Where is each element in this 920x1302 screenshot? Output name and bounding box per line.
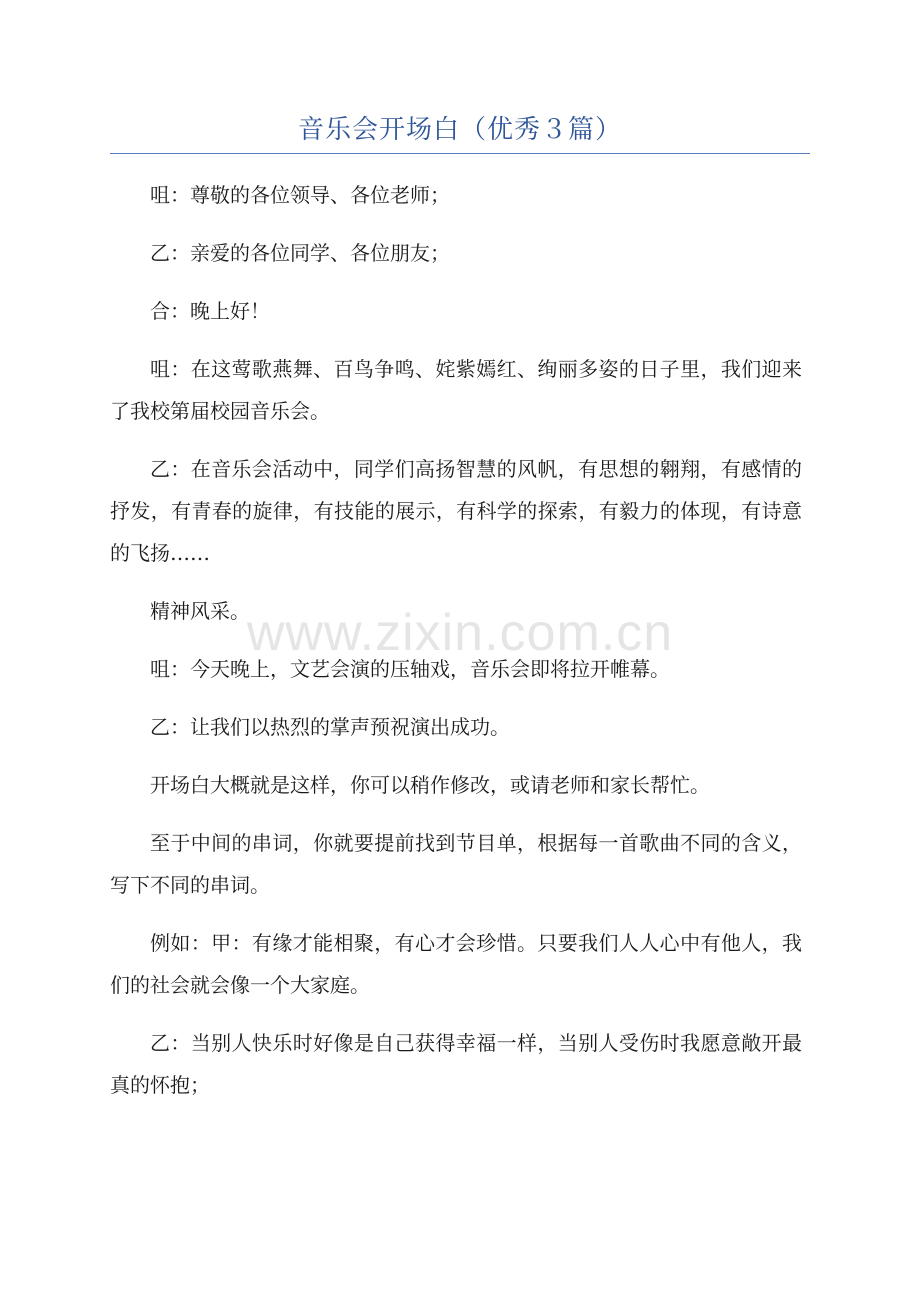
paragraph-2: 乙：亲爱的各位同学、各位朋友； — [150, 241, 450, 265]
paragraph-5: 乙：在音乐会活动中，同学们高扬智慧的风帆，有思想的翱翔，有感情的抒发，有青春的旋律，有技能的展示，有科学的探索，有毅力的体现，有诗意的飞扬…… — [110, 457, 802, 565]
paragraph-4: 咀：在这莺歌燕舞、百鸟争鸣、姹紫嫣红、绚丽多姿的日子里，我们迎来了我校第届校园音乐会。 — [110, 357, 802, 423]
paragraph-8: 乙：让我们以热烈的掌声预祝演出成功。 — [150, 715, 510, 739]
paragraph-11: 例如：甲：有缘才能相聚，有心才会珍惜。只要我们人人心中有他人，我们的社会就会像一个大家庭。 — [110, 931, 802, 997]
paragraph-10: 至于中间的串词，你就要提前找到节目单，根据每一首歌曲不同的含义，写下不同的串词。 — [110, 831, 802, 897]
paragraph-12: 乙：当别人快乐时好像是自己获得幸福一样，当别人受伤时我愿意敞开最真的怀抱； — [110, 1031, 802, 1097]
paragraph-7: 咀：今天晚上，文艺会演的压轴戏，音乐会即将拉开帷幕。 — [150, 657, 670, 681]
paragraph-1: 咀：尊敬的各位领导、各位老师； — [150, 183, 450, 207]
paragraph-6: 精神风采。 — [150, 599, 250, 623]
document-title: 音乐会开场白（优秀３篇） — [297, 115, 622, 145]
watermark: www.zixin.com.cn — [246, 604, 674, 662]
document-body — [110, 174, 802, 1122]
paragraph-3: 合：晚上好！ — [150, 299, 270, 323]
paragraph-9: 开场白大概就是这样，你可以稍作修改，或请老师和家长帮忙。 — [150, 773, 710, 797]
title-divider — [110, 153, 810, 154]
